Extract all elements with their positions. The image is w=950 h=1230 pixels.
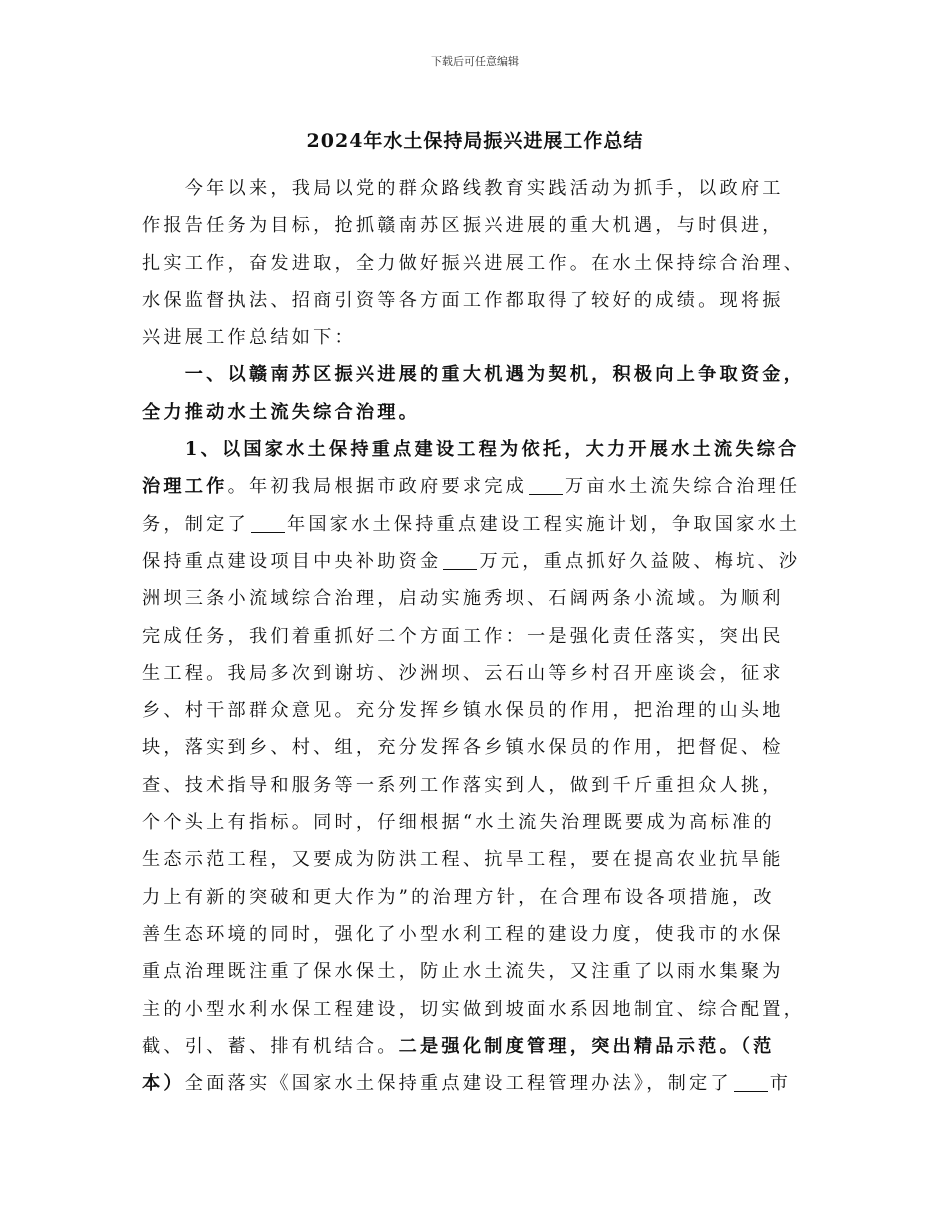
fill-in-blank [443, 551, 477, 570]
text-segment: 生态示范工程，又要成为防洪工程、抗旱工程，要在提高农业抗旱能 [142, 849, 784, 871]
text-line [142, 618, 822, 655]
text-line [142, 841, 822, 878]
text-line [142, 468, 822, 505]
bold-text-segment: 1、以国家水土保持重点建设工程为依托，大力开展水土流失综合 [142, 439, 800, 461]
text-line [142, 692, 822, 729]
text-line [142, 1065, 822, 1102]
bold-text-segment: 二是强化制度管理，突出精品示范。（范 [398, 1035, 775, 1057]
text-segment: 年国家水土保持重点建设工程实施计划，争取国家水土 [286, 513, 801, 535]
fill-in-blank [529, 476, 563, 495]
text-segment: 水保监督执法、招商引资等各方面工作都取得了较好的成绩。现将振 [142, 289, 784, 311]
text-segment: 扎实工作，奋发进取，全力做好振兴进展工作。在水土保持综合治理、 [142, 252, 806, 274]
text-line [142, 319, 822, 356]
text-segment: 生工程。我局多次到谢坊、沙洲坝、云石山等乡村召开座谈会，征求 [142, 662, 784, 684]
text-segment: 洲坝三条小流域综合治理，启动实施秀坝、石阔两条小流域。为顺利 [142, 588, 784, 610]
text-segment: 截、引、蓄、排有机结合。 [142, 1035, 399, 1057]
text-segment: 保持重点建设项目中央补助资金 [142, 550, 442, 572]
text-line [142, 506, 822, 543]
text-line [142, 916, 822, 953]
text-segment: 查、技术指导和服务等一系列工作落实到人，做到千斤重担众人挑， [142, 774, 784, 796]
bold-text-segment: 本） [142, 1073, 185, 1095]
fill-in-blank [734, 1073, 768, 1092]
text-segment: 市 [769, 1073, 792, 1095]
text-line [142, 804, 822, 841]
text-segment: 重点治理既注重了保水保土，防止水土流失，又注重了以雨水集聚为 [142, 961, 784, 983]
text-line [142, 1028, 822, 1065]
text-segment: 完成任务，我们着重抓好二个方面工作：一是强化责任落实，突出民 [142, 625, 784, 647]
text-line [142, 245, 822, 282]
bold-text-segment: 治理工作 [142, 476, 228, 498]
text-line [142, 767, 822, 804]
document-body [142, 170, 822, 1102]
bold-text-segment: 一、以赣南苏区振兴进展的重大机遇为契机，积极向上争取资金， [142, 364, 806, 386]
text-segment: 。年初我局根据市政府要求完成 [227, 476, 527, 498]
fill-in-blank [251, 514, 285, 533]
text-line [142, 953, 822, 990]
bold-text-segment: 全力推动水土流失综合治理。 [142, 401, 421, 423]
header-note: 下载后可任意编辑 [431, 55, 519, 68]
text-line [142, 655, 822, 692]
text-segment: 主的小型水利水保工程建设，切实做到坡面水系因地制宜、综合配置， [142, 998, 806, 1020]
text-segment: 兴进展工作总结如下： [142, 327, 356, 349]
text-segment: 务，制定了 [142, 513, 249, 535]
text-segment: 善生态环境的同时，强化了小型水利工程的建设力度，使我市的水保 [142, 923, 784, 945]
text-line [142, 170, 822, 207]
text-segment: 全面落实《国家水土保持重点建设工程管理办法》，制定了 [184, 1073, 732, 1095]
text-line [142, 580, 822, 617]
text-line [142, 431, 822, 468]
text-line [142, 879, 822, 916]
text-segment: 块，落实到乡、村、组，充分发挥各乡镇水保员的作用，把督促、检 [142, 737, 784, 759]
text-line [142, 991, 822, 1028]
document-title: 2024年水土保持局振兴进展工作总结 [306, 130, 644, 152]
text-segment: 个个头上有指标。同时，仔细根据“水土流失治理既要成为高标准的 [142, 812, 775, 834]
text-line [142, 282, 822, 319]
text-line [142, 543, 822, 580]
text-segment: 力上有新的突破和更大作为”的治理方针，在合理布设各项措施，改 [142, 886, 775, 908]
text-line [142, 356, 822, 393]
text-segment: 万亩水土流失综合治理任 [565, 476, 801, 498]
text-line [142, 394, 822, 431]
text-line [142, 207, 822, 244]
text-line [142, 729, 822, 766]
text-segment: 乡、村干部群众意见。充分发挥乡镇水保员的作用，把治理的山头地 [142, 700, 784, 722]
text-segment: 万元，重点抓好久益陂、梅坑、沙 [479, 550, 801, 572]
text-segment: 今年以来，我局以党的群众路线教育实践活动为抓手，以政府工 [142, 178, 784, 199]
text-segment: 作报告任务为目标，抢抓赣南苏区振兴进展的重大机遇，与时俱进， [142, 215, 784, 237]
